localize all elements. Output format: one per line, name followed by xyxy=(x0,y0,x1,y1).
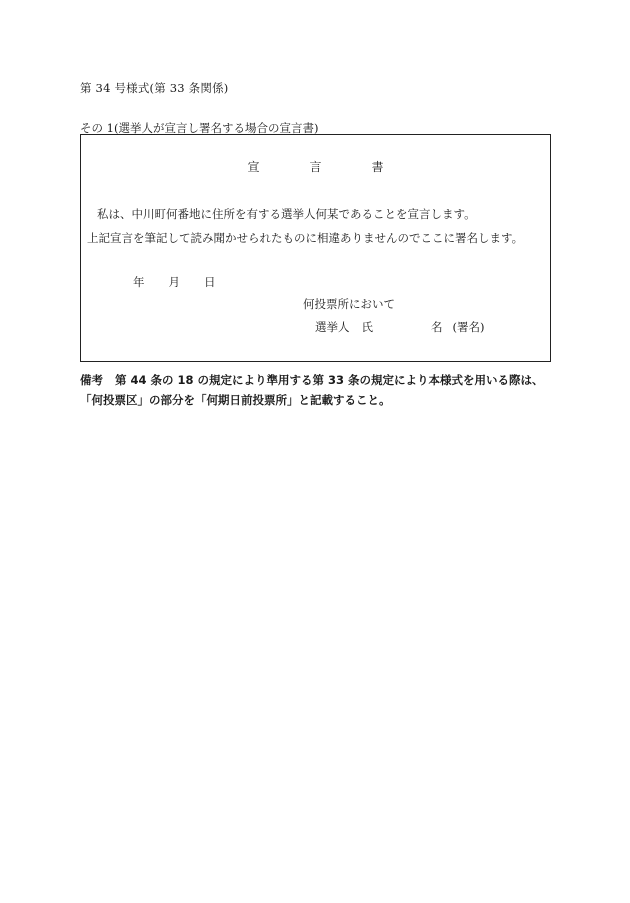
date-year: 年 xyxy=(133,275,145,289)
remarks-text: 第 44 条の 18 の規定により準用する第 33 条の規定により本様式を用いる際は、「何投票区」の部分を「何期日前投票所」と記載すること。 xyxy=(80,373,544,407)
signature-line xyxy=(315,319,484,335)
declaration-box xyxy=(80,134,551,362)
declaration-statement: 私は、中川町何番地に住所を有する選挙人何某であることを宣言します。 xyxy=(97,207,476,221)
voter-label: 選挙人 xyxy=(315,320,350,334)
date-line xyxy=(133,274,216,290)
title-char-3: 書 xyxy=(371,160,384,174)
declaration-title xyxy=(81,158,550,175)
polling-place: 何投票所において xyxy=(303,297,395,311)
signature-confirmation: 上記宣言を筆記して読み聞かせられたものに相違ありませんのでここに署名します。 xyxy=(87,231,524,245)
signature-note: (署名) xyxy=(452,320,485,334)
name-label-mei: 名 xyxy=(431,320,443,334)
name-label-shi: 氏 xyxy=(361,320,373,334)
title-char-1: 宣 xyxy=(247,160,260,174)
form-subtitle: その 1(選挙人が宣言し署名する場合の宣言書) xyxy=(80,121,319,135)
remarks-label: 備考 xyxy=(80,373,103,387)
title-char-2: 言 xyxy=(309,160,322,174)
form-number: 第 34 号様式(第 33 条関係) xyxy=(80,81,229,95)
date-day: 日 xyxy=(204,275,216,289)
remarks xyxy=(80,370,552,410)
date-month: 月 xyxy=(168,275,180,289)
